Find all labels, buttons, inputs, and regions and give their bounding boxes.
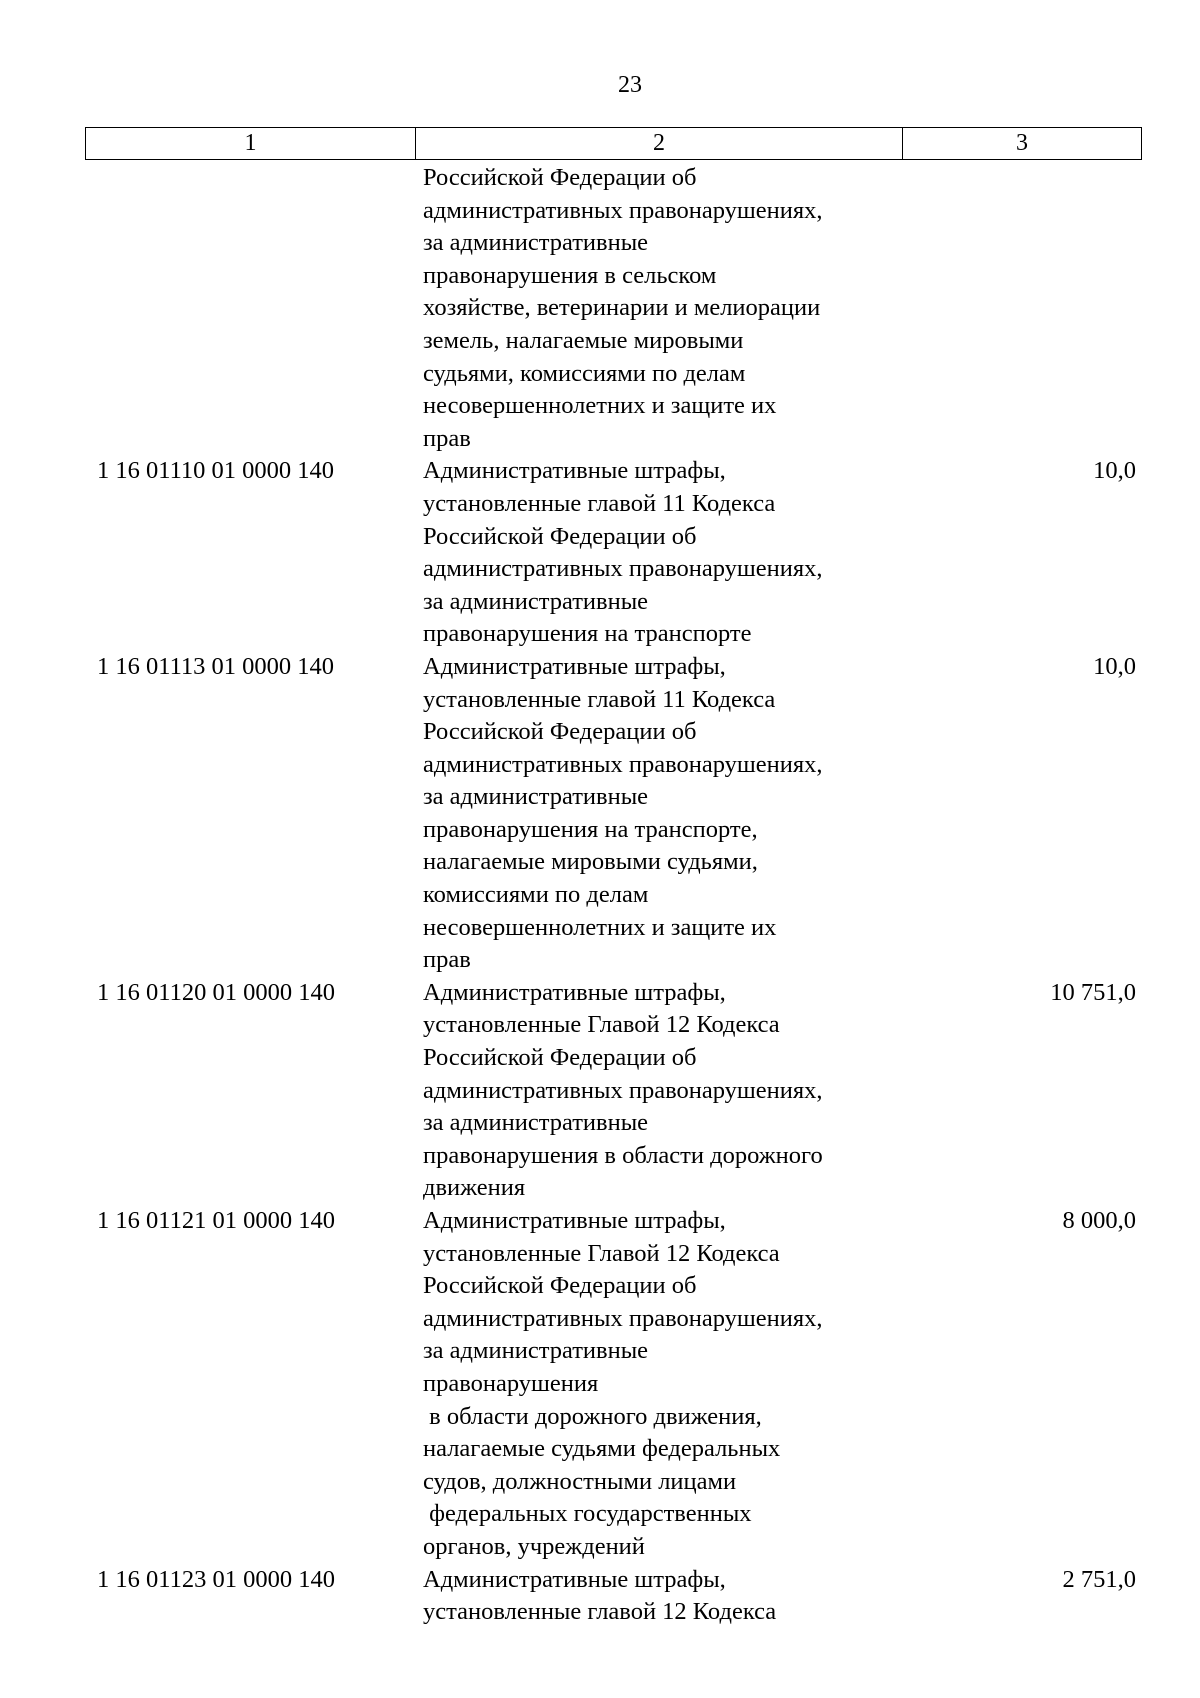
description-line: налагаемые судьями федеральных — [423, 1435, 781, 1463]
description-line: административных правонарушениях, — [423, 1304, 823, 1332]
description-line: за административные — [423, 783, 649, 811]
table-row — [0, 162, 1200, 455]
description-line: правонарушения в сельском — [423, 261, 717, 289]
description-line: Российской Федерации об — [423, 1272, 697, 1300]
description-line: налагаемые мировыми судьями, — [423, 848, 758, 876]
description-line: прав — [423, 424, 471, 452]
row-description — [423, 162, 903, 455]
row-amount: 10,0 — [1093, 652, 1136, 680]
description-line: комиссиями по делам — [423, 881, 649, 909]
description-line: установленные Главой 12 Кодекса — [423, 1011, 780, 1039]
table-row — [0, 455, 1200, 651]
description-line: установленные главой 12 Кодекса — [423, 1598, 777, 1626]
description-line: установленные главой 11 Кодекса — [423, 685, 776, 713]
description-line: в области дорожного движения, — [423, 1402, 762, 1430]
description-line: за административные — [423, 1109, 649, 1137]
description-line: Административные штрафы, — [423, 1207, 726, 1234]
description-line: Административные штрафы, — [423, 457, 726, 485]
description-line: правонарушения на транспорте, — [423, 815, 758, 843]
header-col-3: 3 — [1016, 130, 1028, 156]
description-line: Административные штрафы, — [423, 978, 726, 1006]
description-line: Административные штрафы, — [423, 652, 726, 680]
table-header — [85, 127, 1142, 160]
row-code: 1 16 01121 01 0000 140 — [97, 1207, 335, 1234]
description-line: установленные главой 11 Кодекса — [423, 489, 776, 517]
page-number: 23 — [618, 72, 642, 98]
description-line: за административные — [423, 587, 649, 615]
description-line: Российской Федерации об — [423, 164, 697, 191]
row-code: 1 16 01110 01 0000 140 — [97, 457, 335, 485]
row-description — [423, 1205, 903, 1564]
row-code: 1 16 01113 01 0000 140 — [97, 652, 335, 680]
table-row — [0, 1205, 1200, 1564]
description-line: хозяйстве, ветеринарии и мелиорации — [423, 294, 821, 322]
description-line: за административные — [423, 229, 649, 257]
description-line: прав — [423, 946, 471, 974]
description-line: административных правонарушениях, — [423, 1076, 823, 1104]
table-body — [0, 162, 1200, 1629]
description-line: судьями, комиссиями по делам — [423, 359, 746, 387]
row-amount: 2 751,0 — [1062, 1565, 1136, 1593]
description-line: правонарушения на транспорте — [423, 620, 752, 648]
table-row — [0, 1564, 1200, 1629]
row-amount — [903, 162, 1136, 455]
description-line: административных правонарушениях, — [423, 555, 823, 583]
table-row — [0, 977, 1200, 1205]
row-amount: 10,0 — [1093, 457, 1136, 485]
row-amount: 10 751,0 — [1050, 978, 1136, 1006]
description-line: административных правонарушениях, — [423, 196, 823, 224]
description-line: несовершеннолетних и защите их — [423, 913, 777, 941]
row-description — [423, 977, 903, 1205]
row-code: 1 16 01123 01 0000 140 — [97, 1565, 335, 1593]
description-line: несовершеннолетних и защите их — [423, 392, 777, 420]
description-line: Российской Федерации об — [423, 718, 697, 746]
description-line: Российской Федерации об — [423, 522, 697, 550]
description-line: правонарушения — [423, 1369, 599, 1397]
description-line: Административные штрафы, — [423, 1565, 726, 1593]
description-line: административных правонарушениях, — [423, 750, 823, 778]
description-line: судов, должностными лицами — [423, 1467, 737, 1495]
row-code — [0, 162, 423, 455]
header-col-2: 2 — [416, 128, 903, 159]
row-description — [423, 455, 903, 651]
header-col-1: 1 — [86, 128, 416, 159]
description-line: движения — [423, 1174, 526, 1202]
description-line: федеральных государственных — [423, 1500, 752, 1528]
row-amount: 8 000,0 — [1062, 1207, 1136, 1234]
description-line: за административные — [423, 1337, 649, 1365]
row-description — [423, 651, 903, 977]
description-line: установленные Главой 12 Кодекса — [423, 1239, 780, 1267]
description-line: земель, налагаемые мировыми — [423, 326, 744, 354]
row-description — [423, 1564, 903, 1629]
description-line: органов, учреждений — [423, 1532, 645, 1560]
description-line: Российской Федерации об — [423, 1044, 697, 1072]
row-code: 1 16 01120 01 0000 140 — [97, 978, 335, 1006]
table-row — [0, 651, 1200, 977]
description-line: правонарушения в области дорожного — [423, 1141, 823, 1169]
